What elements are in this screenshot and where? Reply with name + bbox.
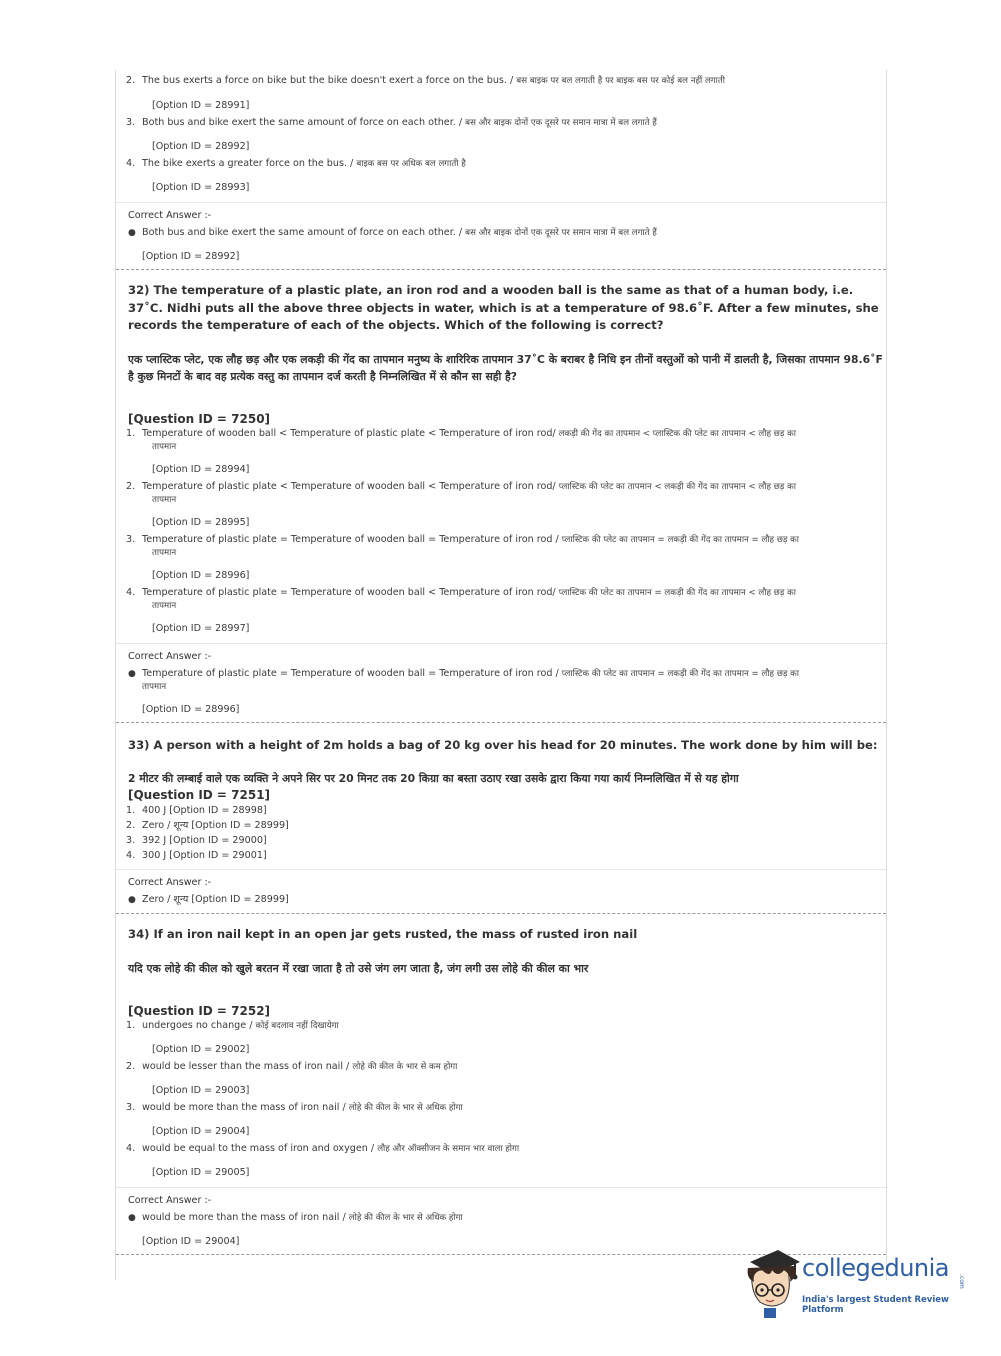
question-31-tail <box>116 70 886 263</box>
option-id: [Option ID = 29004] <box>152 1125 250 1137</box>
option-2: 2. Temperature of plastic plate < Temperature of wooden ball < Temperature of iron rod/ प्लास्टिक की प्लेट का तापमान < लकड़ी की गेंद का तापमान < लौह छड़ का <box>126 480 796 492</box>
mascot-icon <box>742 1248 802 1320</box>
bullet-icon: ● <box>128 228 136 238</box>
brand-name: collegedunia <box>802 1254 950 1282</box>
option-wrap: तापमान <box>152 600 177 611</box>
correct-answer-box <box>116 643 886 716</box>
option-id: [Option ID = 29004] <box>142 1235 240 1247</box>
option-id: [Option ID = 29003] <box>152 1084 250 1096</box>
option-wrap: तापमान <box>142 681 167 692</box>
question-34 <box>116 914 886 1248</box>
correct-answer: ● would be more than the mass of iron nail / लोहे की कील के भार से अधिक होगा <box>128 1211 463 1223</box>
option-2: 2. The bus exerts a force on bike but the bike doesn't exert a force on the bus. / बस बाइक पर बल लगाती है पर बाइक बस पर कोई बल नहीं लगाती <box>126 75 725 86</box>
correct-answer-box <box>116 869 886 907</box>
brand-domain: .com <box>958 1274 965 1289</box>
option-4: 4. would be equal to the mass of iron and oxygen / लौह और ऑक्सीजन के समान भार वाला होगा <box>126 1142 520 1154</box>
option-id: [Option ID = 28996] <box>152 569 250 581</box>
question-32 <box>116 270 886 716</box>
brand-tagline: India's largest Student Review Platform <box>802 1295 949 1315</box>
correct-answer-box <box>116 1187 886 1248</box>
option-3: 3. Both bus and bike exert the same amount of force on each other. / बस और बाइक दोनों एक दूसरे पर समान मात्रा में बल लगाते हैं <box>126 117 657 128</box>
option-id: [Option ID = 29005] <box>152 1166 250 1178</box>
option-2: 2. would be lesser than the mass of iron nail / लोहे की कील के भार से कम होगा <box>126 1060 458 1072</box>
option-wrap: तापमान <box>152 547 177 558</box>
correct-answer-label: Correct Answer :- <box>128 650 212 662</box>
question-text-hindi: 2 मीटर की लम्बाई वाले एक व्यक्ति ने अपने सिर पर 20 मिनट तक 20 किग्रा का बस्ता उठाए रखा उसके द्वारा किया गया कार्य निम्नलिखित में से यह होगा <box>128 772 739 785</box>
option-id: [Option ID = 28991] <box>152 100 250 111</box>
option-4: 4. Temperature of plastic plate = Temperature of wooden ball < Temperature of iron rod/ प्लास्टिक की प्लेट का तापमान = लकड़ी की गेंद का तापमान < लौह छड़ का <box>126 586 796 598</box>
correct-answer-label: Correct Answer :- <box>128 210 212 221</box>
option-id: [Option ID = 29002] <box>152 1043 250 1055</box>
option-wrap: तापमान <box>152 494 177 505</box>
correct-answer: ● Both bus and bike exert the same amount of force on each other. / बस और बाइक दोनों एक दूसरे पर समान मात्रा में बल लगाते हैं <box>128 227 657 238</box>
option-id: [Option ID = 28995] <box>152 516 250 528</box>
option-id: [Option ID = 28997] <box>152 622 250 634</box>
option-wrap: तापमान <box>152 441 177 452</box>
bullet-icon: ● <box>128 895 136 905</box>
option-id: [Option ID = 28996] <box>142 703 240 715</box>
question-text-hindi: एक प्लास्टिक प्लेट, एक लौह छड़ और एक लकड़ी की गेंद का तापमान मनुष्य के शारिरिक तापमान 37˚C के बराबर है निधि इन तीनों वस्तुओं को पानी में डालती है, जिसका तापमान 98.6˚F है कुछ मिनटों के बाद वह प्रत्येक वस्तु का तापमान दर्ज करती है निम्नलिखित में से कौन सा सही है? <box>128 352 883 383</box>
option-4: 4. 300 J [Option ID = 29001] <box>126 850 267 861</box>
option-2: 2. Zero / शून्य [Option ID = 28999] <box>126 820 289 831</box>
option-4: 4. The bike exerts a greater force on the bus. / बाइक बस पर अधिक बल लगाती है <box>126 158 466 169</box>
question-text-hindi: यदि एक लोहे की कील को खुले बरतन में रखा जाता है तो उसे जंग लग जाता है, जंग लगी उस लोहे की कील का भार <box>128 961 589 975</box>
correct-answer-box <box>116 202 886 263</box>
question-id: [Question ID = 7252] <box>128 1003 271 1018</box>
question-paper-page <box>115 70 887 1280</box>
question-text: 34) If an iron nail kept in an open jar gets rusted, the mass of rusted iron nail <box>128 927 638 941</box>
question-33 <box>116 723 886 908</box>
question-id: [Question ID = 7251] <box>128 788 271 802</box>
correct-answer-label: Correct Answer :- <box>128 1194 212 1206</box>
option-id: [Option ID = 28992] <box>152 141 250 152</box>
bullet-icon: ● <box>128 668 136 679</box>
option-id: [Option ID = 28993] <box>152 182 250 193</box>
correct-answer: ● Zero / शून्य [Option ID = 28999] <box>128 894 289 905</box>
question-text: 32) The temperature of a plastic plate, an iron rod and a wooden ball is the same as that of a human body, i.e. 37˚C. Nidhi puts all the above three objects in water, which is at a temperature of 98.6˚F. After a few minutes, she records the temperature of each of the objects. Which of the following is correct? <box>128 283 879 332</box>
question-text: 33) A person with a height of 2m holds a bag of 20 kg over his head for 20 minutes. The work done by him will be: <box>128 737 878 752</box>
option-3: 3. Temperature of plastic plate = Temperature of wooden ball = Temperature of iron rod / प्लास्टिक की प्लेट का तापमान = लकड़ी की गेंद का तापमान = लौह छड़ का <box>126 533 800 545</box>
collegedunia-logo <box>742 1248 972 1320</box>
correct-answer: ● Temperature of plastic plate = Temperature of wooden ball = Temperature of iron rod / प्लास्टिक की प्लेट का तापमान = लकड़ी की गेंद का तापमान = लौह छड़ का <box>128 667 800 679</box>
correct-answer-label: Correct Answer :- <box>128 877 212 888</box>
option-3: 3. would be more than the mass of iron nail / लोहे की कील के भार से अधिक होगा <box>126 1101 463 1113</box>
option-1: 1. undergoes no change / कोई बदलाव नहीं दिखायेगा <box>126 1019 339 1031</box>
option-3: 3. 392 J [Option ID = 29000] <box>126 835 267 846</box>
bullet-icon: ● <box>128 1212 136 1223</box>
option-1: 1. 400 J [Option ID = 28998] <box>126 805 267 816</box>
option-id: [Option ID = 28994] <box>152 463 250 475</box>
option-1: 1. Temperature of wooden ball < Temperature of plastic plate < Temperature of iron rod/ लकड़ी की गेंद का तापमान < प्लास्टिक की प्लेट का तापमान < लौह छड़ का <box>126 427 796 439</box>
question-id: [Question ID = 7250] <box>128 411 271 426</box>
option-id: [Option ID = 28992] <box>142 251 240 262</box>
